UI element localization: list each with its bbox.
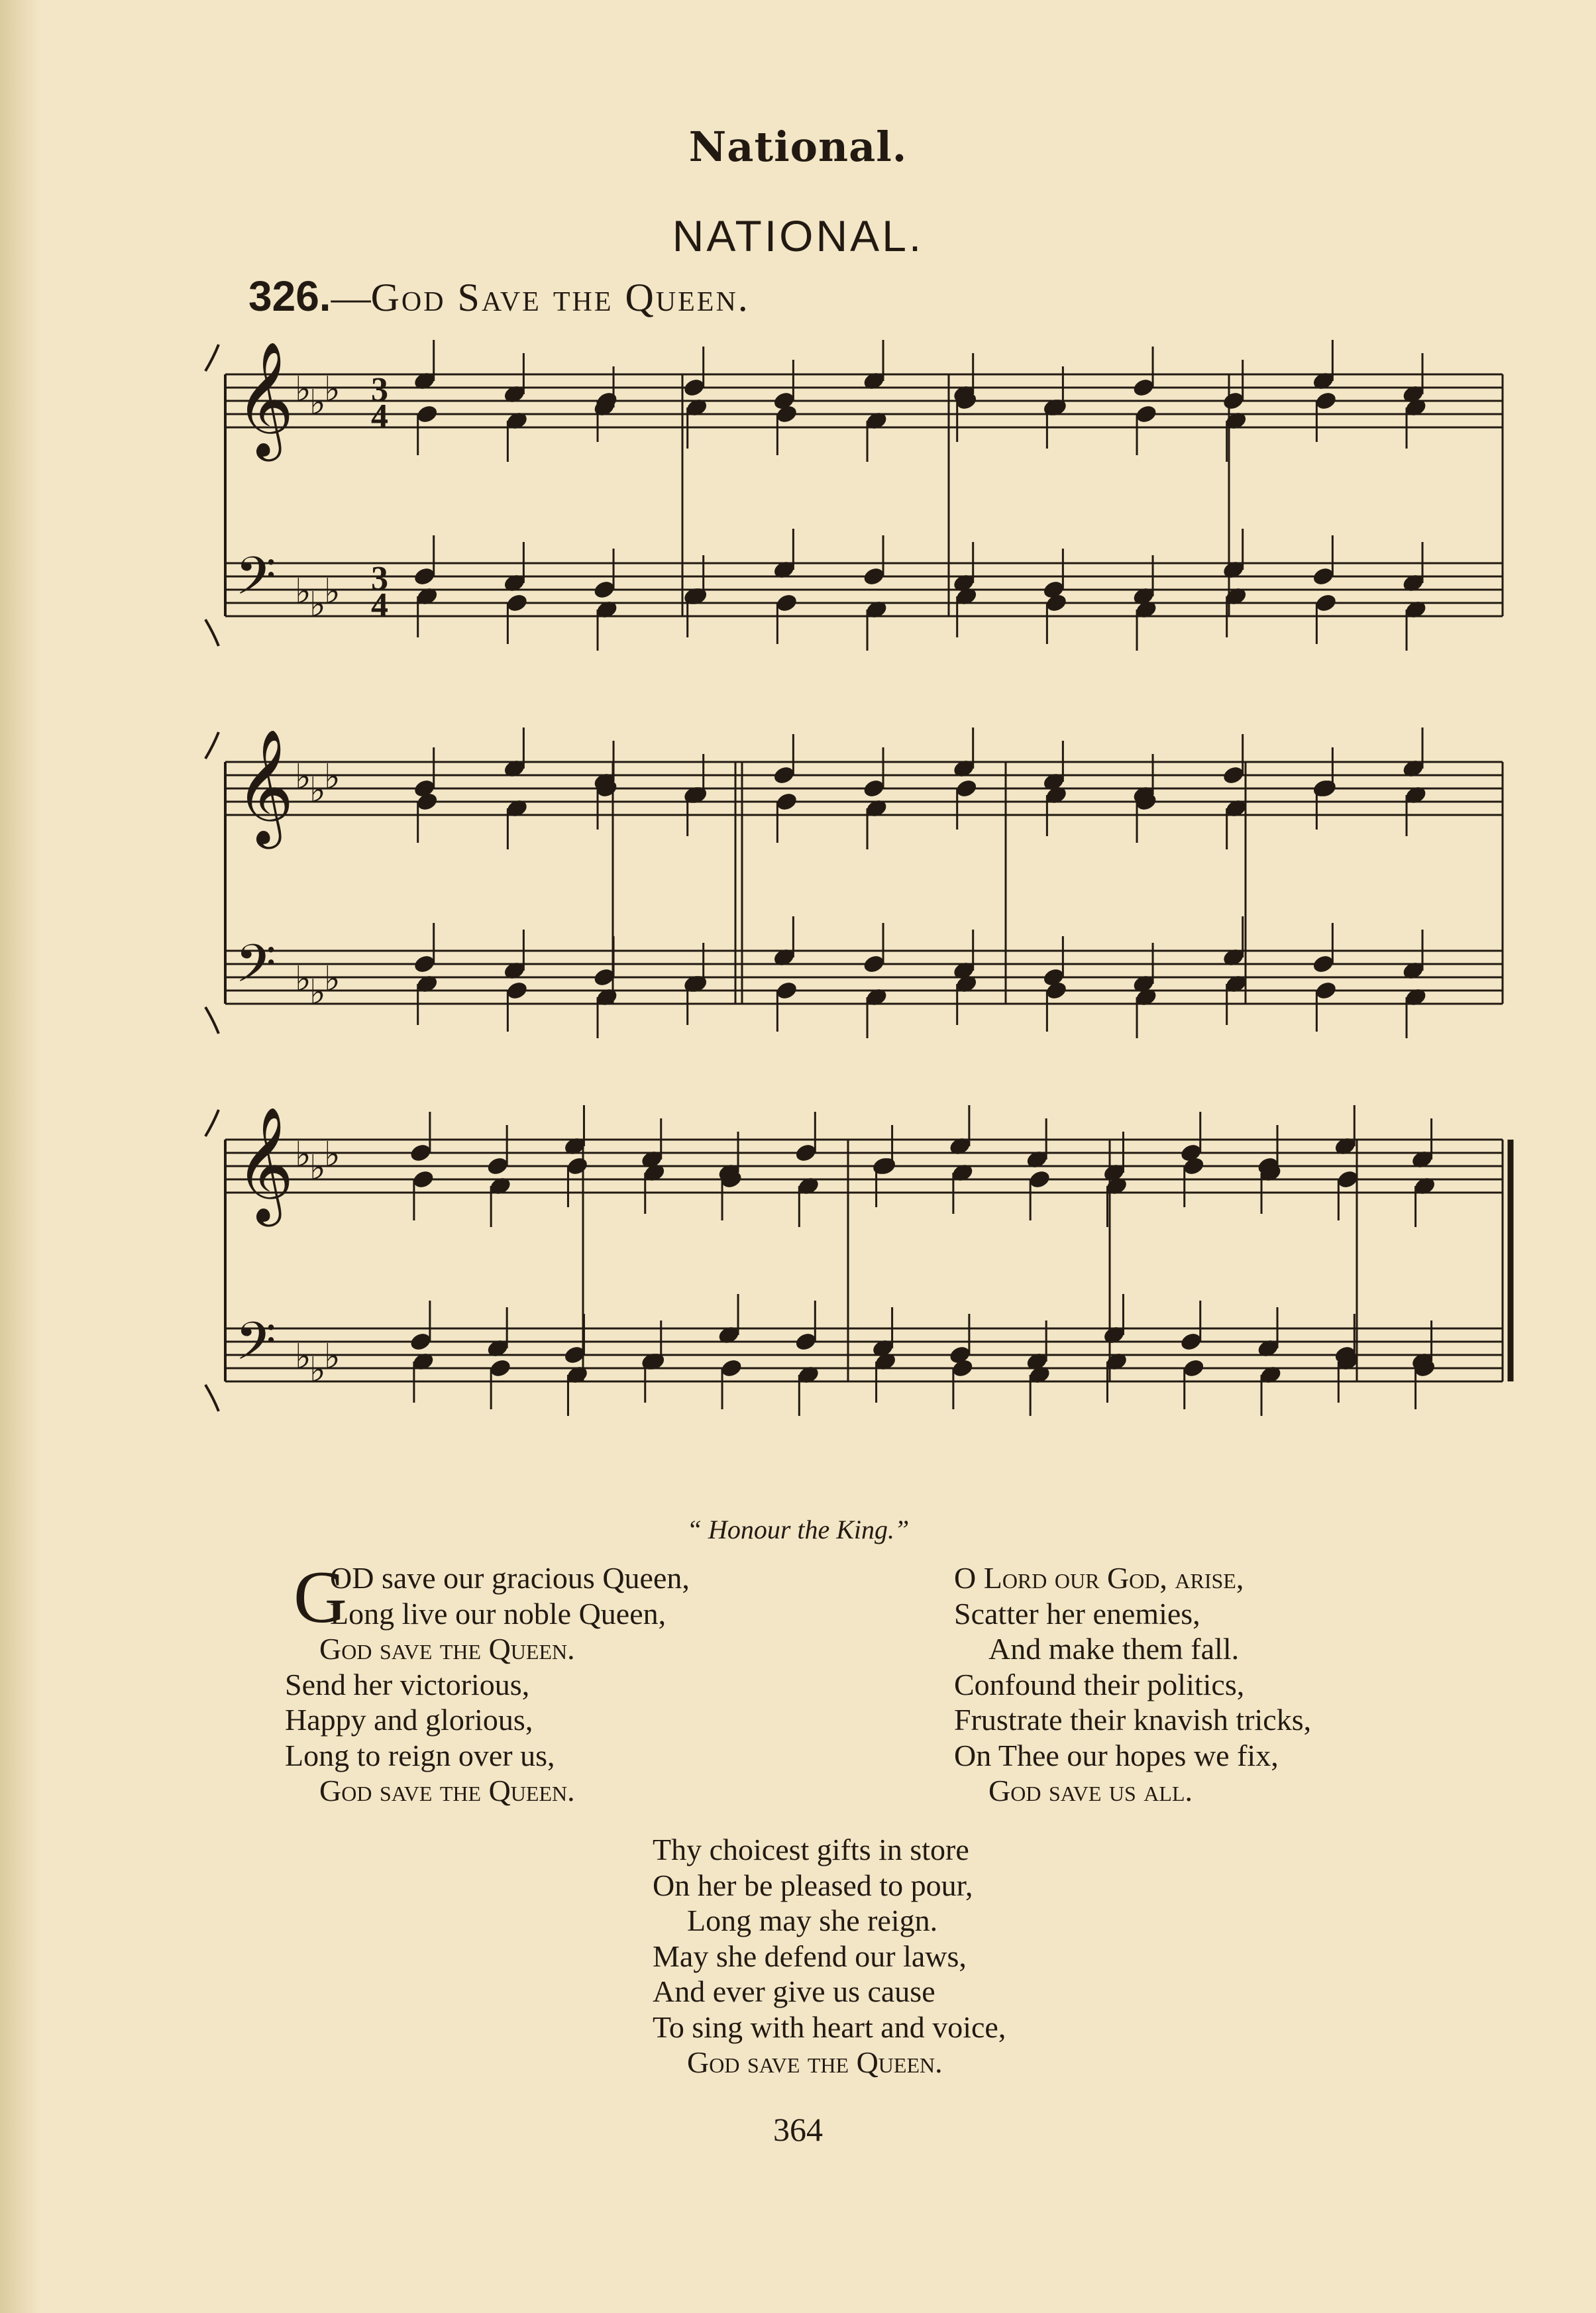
flat-sign: ♭ xyxy=(309,1148,326,1188)
flat-sign: ♭ xyxy=(295,1135,311,1175)
flat-sign: ♭ xyxy=(324,1135,341,1175)
dropcap: G xyxy=(293,1556,347,1639)
flat-sign: ♭ xyxy=(324,572,341,612)
verse-line: God save us all. xyxy=(988,1774,1193,1807)
verse-line: On Thee our hopes we fix, xyxy=(954,1738,1279,1772)
system-bracket xyxy=(205,345,219,646)
verse-2 xyxy=(954,1560,1311,1809)
hymn-title-text: God Save the Queen. xyxy=(370,276,750,319)
flat-sign: ♭ xyxy=(309,383,326,423)
time-signature-top: 3 xyxy=(371,371,388,409)
verse-line: O Lord our God, arise, xyxy=(954,1561,1244,1595)
flat-sign: ♭ xyxy=(295,959,311,999)
time-signature-bottom: 4 xyxy=(371,586,388,624)
hymn-title-dash: — xyxy=(331,276,371,319)
verse-line: God save the Queen. xyxy=(687,2045,943,2079)
verse-line: Frustrate their knavish tricks, xyxy=(954,1703,1312,1737)
verse-line: Scatter her enemies, xyxy=(954,1596,1200,1631)
bass-clef: 𝄢 xyxy=(235,1311,276,1385)
verse-line: On her be pleased to pour, xyxy=(653,1868,973,1902)
flat-sign: ♭ xyxy=(309,1350,326,1390)
verse-line: God save the Queen. xyxy=(319,1632,575,1666)
verse-line: Long to reign over us, xyxy=(285,1738,555,1772)
flat-sign: ♭ xyxy=(295,1337,311,1377)
flat-sign: ♭ xyxy=(309,973,326,1012)
flat-sign: ♭ xyxy=(295,757,311,797)
treble-clef: 𝄞 xyxy=(235,729,294,844)
hymn-number: 326. xyxy=(248,272,331,320)
treble-clef: 𝄞 xyxy=(235,1106,294,1222)
verse-line: Long may she reign. xyxy=(687,1904,938,1937)
verse-line: Confound their politics, xyxy=(954,1667,1245,1701)
music-systems xyxy=(205,340,1511,1416)
verse-line: To sing with heart and voice, xyxy=(653,2010,1006,2044)
flat-sign: ♭ xyxy=(309,771,326,810)
verse-1 xyxy=(285,1556,690,1809)
page-number: 364 xyxy=(773,2111,823,2148)
system-bracket xyxy=(205,732,219,1034)
time-signature-bottom: 4 xyxy=(371,398,388,435)
verse-line: May she defend our laws, xyxy=(653,1939,967,1973)
verse-line: Happy and glorious, xyxy=(285,1703,533,1737)
flat-sign: ♭ xyxy=(324,959,341,999)
verse-line: Thy choicest gifts in store xyxy=(653,1833,969,1866)
flat-sign: ♭ xyxy=(324,1337,341,1377)
flat-sign: ♭ xyxy=(324,757,341,797)
running-head: National. xyxy=(688,123,908,171)
flat-sign: ♭ xyxy=(295,572,311,612)
verse-line: OD save our gracious Queen, xyxy=(330,1561,690,1595)
flat-sign: ♭ xyxy=(324,370,341,409)
bass-clef: 𝄢 xyxy=(235,545,276,619)
verse-line: And make them fall. xyxy=(988,1632,1240,1666)
verse-line: Send her victorious, xyxy=(285,1667,530,1701)
section-title: NATIONAL. xyxy=(672,211,924,260)
verse-line: Long live our noble Queen, xyxy=(330,1596,666,1631)
flat-sign: ♭ xyxy=(295,370,311,409)
flat-sign: ♭ xyxy=(309,585,326,625)
caption: “ Honour the King.” xyxy=(686,1515,910,1544)
system-bracket xyxy=(205,1110,219,1411)
treble-clef: 𝄞 xyxy=(235,341,294,457)
verse-3 xyxy=(653,1832,1006,2080)
verse-line: God save the Queen. xyxy=(319,1774,575,1807)
time-signature-top: 3 xyxy=(371,560,388,598)
bass-clef: 𝄢 xyxy=(235,933,276,1007)
verse-line: And ever give us cause xyxy=(653,1974,935,2008)
